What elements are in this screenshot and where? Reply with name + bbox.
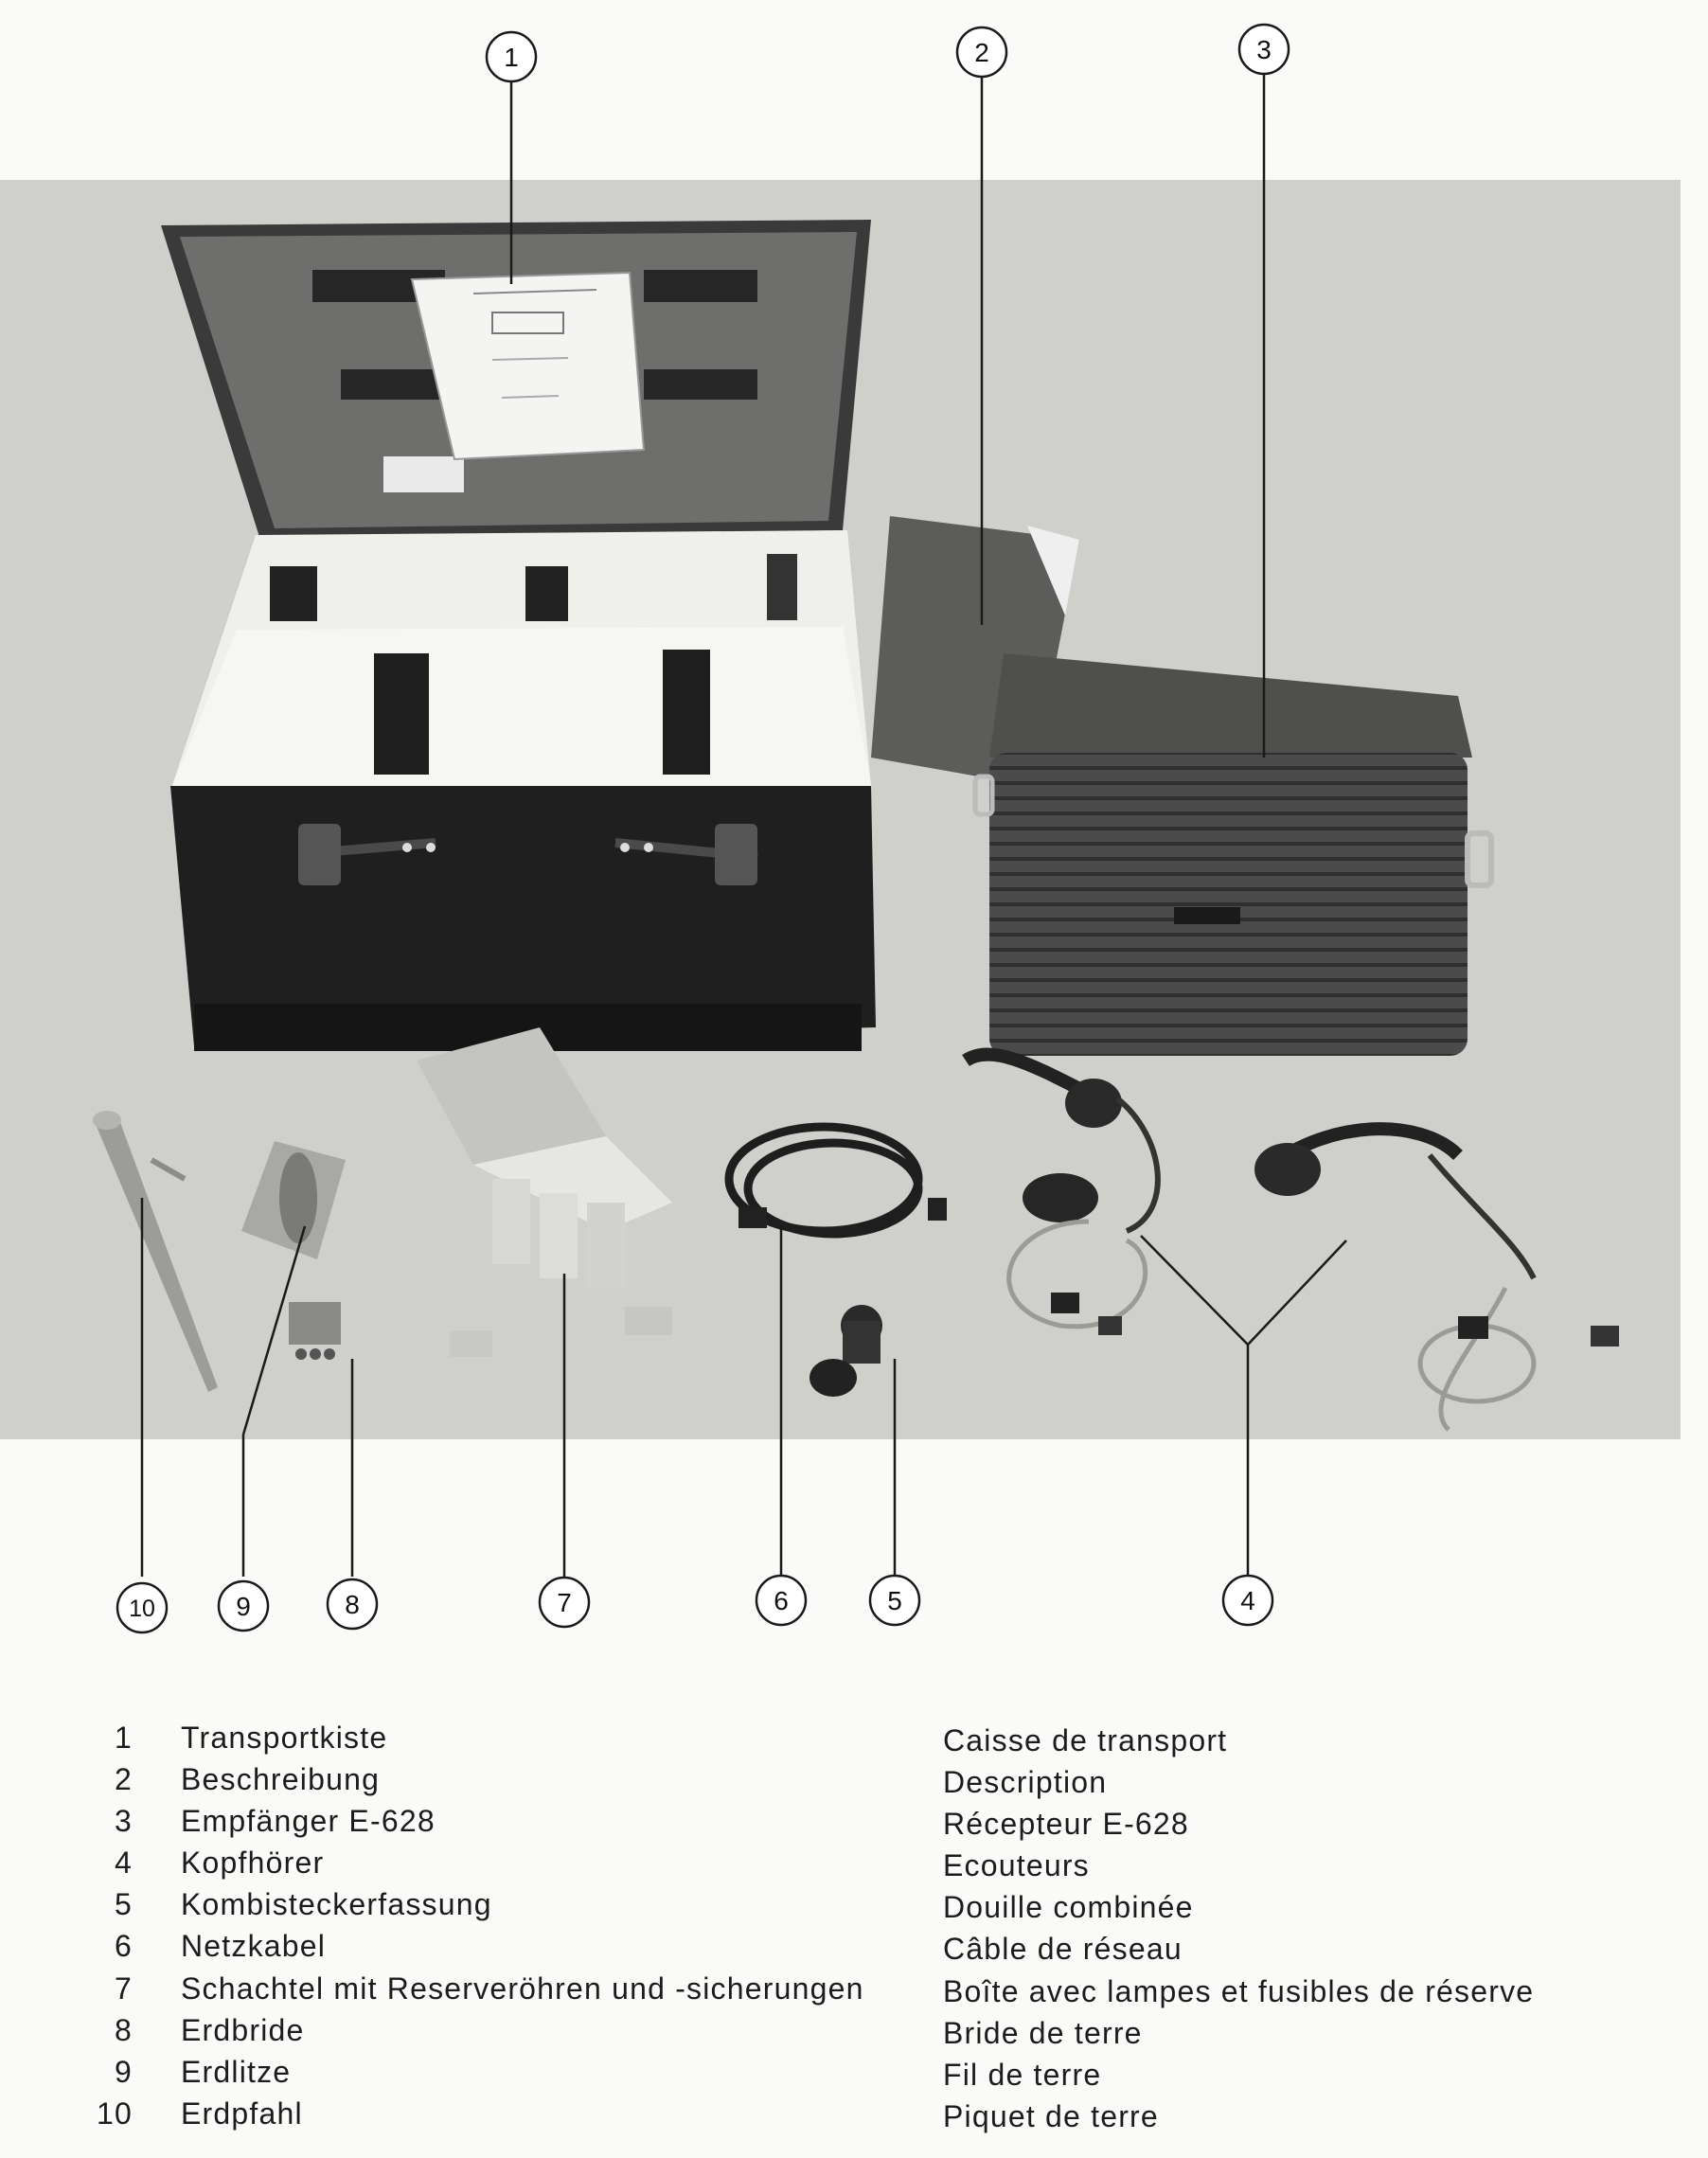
legend-german-label: Erdpfahl bbox=[181, 2096, 303, 2131]
callout-9-label: 9 bbox=[236, 1592, 251, 1621]
legend-german-label: Beschreibung bbox=[181, 1762, 381, 1796]
legend-french-label: Caisse de transport bbox=[943, 1723, 1228, 1757]
callout-9 bbox=[219, 1581, 268, 1631]
receiver-e628 bbox=[975, 653, 1491, 1056]
callout-7-label: 7 bbox=[557, 1588, 572, 1617]
callout-3 bbox=[1239, 25, 1289, 74]
legend-french-label: Douille combinée bbox=[943, 1890, 1194, 1924]
legend-number: 8 bbox=[115, 2013, 133, 2047]
callout-7 bbox=[540, 1578, 589, 1627]
legend-german-label: Erdlitze bbox=[181, 2055, 292, 2089]
legend-number: 5 bbox=[115, 1887, 133, 1921]
callout-10 bbox=[117, 1583, 167, 1632]
legend-number: 4 bbox=[115, 1846, 133, 1880]
legend-german-label: Erdbride bbox=[181, 2013, 305, 2047]
legend-french-label: Récepteur E-628 bbox=[943, 1807, 1189, 1841]
legend-french-label: Boîte avec lampes et fusibles de réserve bbox=[943, 1974, 1535, 2008]
legend-number: 1 bbox=[115, 1721, 133, 1755]
legend-number: 10 bbox=[97, 2096, 133, 2131]
legend-german-label: Empfänger E-628 bbox=[181, 1804, 436, 1838]
legend-french-label: Piquet de terre bbox=[943, 2099, 1159, 2133]
legend-german-label: Kombisteckerfassung bbox=[181, 1887, 492, 1921]
callout-2 bbox=[957, 27, 1006, 77]
callout-1-label: 1 bbox=[504, 43, 519, 72]
callout-6-label: 6 bbox=[774, 1586, 789, 1615]
callout-8 bbox=[328, 1579, 377, 1629]
legend-number: 9 bbox=[115, 2055, 133, 2089]
callout-4-label: 4 bbox=[1240, 1586, 1255, 1615]
callout-4 bbox=[1223, 1576, 1272, 1625]
callout-3-label: 3 bbox=[1256, 35, 1272, 64]
legend-number: 7 bbox=[115, 1971, 133, 2006]
callout-6 bbox=[756, 1576, 806, 1625]
legend-number: 3 bbox=[115, 1804, 133, 1838]
legend-german-label: Kopfhörer bbox=[181, 1846, 325, 1880]
legend-number: 6 bbox=[115, 1929, 133, 1963]
earth-clamp bbox=[289, 1302, 341, 1360]
callout-5-label: 5 bbox=[887, 1586, 902, 1615]
legend-french-label: Fil de terre bbox=[943, 2058, 1102, 2092]
legend-french-label: Description bbox=[943, 1765, 1108, 1799]
callout-2-label: 2 bbox=[974, 38, 989, 67]
callout-10-label: 10 bbox=[129, 1596, 155, 1622]
legend-number: 2 bbox=[115, 1762, 133, 1796]
legend-french-label: Bride de terre bbox=[943, 2016, 1143, 2050]
legend-german-label: Transportkiste bbox=[181, 1721, 388, 1755]
callout-1 bbox=[487, 32, 536, 81]
legend-french-label: Ecouteurs bbox=[943, 1848, 1090, 1882]
legend-french-label: Câble de réseau bbox=[943, 1932, 1183, 1966]
legend-german-label: Schachtel mit Reserveröhren und -sicherungen bbox=[181, 1971, 864, 2006]
transport-case bbox=[161, 220, 876, 1051]
callout-5 bbox=[870, 1576, 919, 1625]
legend-german-label: Netzkabel bbox=[181, 1929, 327, 1963]
callout-8-label: 8 bbox=[345, 1590, 360, 1619]
